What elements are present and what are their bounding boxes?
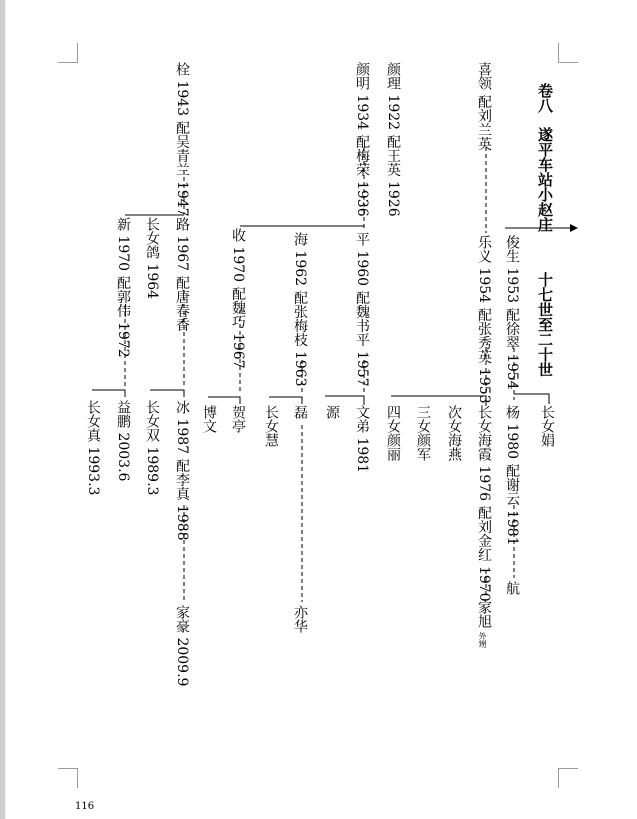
entry-yanli-girl: 四女颜丽 — [385, 405, 401, 461]
entry-yanjun: 三女颜军 — [415, 405, 431, 461]
place-title: 遂平车站小赵庄 — [536, 127, 554, 232]
entry-lu: 路 1967 配唐春香 — [174, 217, 190, 332]
entry-yanli: 颜理 1922 配王英 1926 — [385, 62, 401, 217]
entry-ge: 长女鸽 1964 — [144, 217, 160, 300]
entry-hai: 海 1962 配张梅枝 1963 — [292, 232, 308, 387]
entry-xin: 新 1970 配郭伟 1972 — [115, 217, 131, 358]
generations-title: 十七世至二十世 — [536, 272, 554, 377]
entry-juan: 长女娟 — [539, 405, 555, 447]
entry-yihua: 亦华 — [292, 605, 308, 633]
entry-junsheng: 俊生 1953 配徐翠 1954 — [504, 235, 520, 390]
page-number: 116 — [75, 801, 95, 812]
entry-shuan: 栓 1943 配吴青兰 1947 — [174, 62, 190, 217]
entry-hui: 长女慧 — [263, 405, 279, 447]
entry-zhen: 长女真 1993.3 — [85, 400, 101, 496]
entry-lei: 磊 — [292, 405, 308, 419]
entry-yanming: 颜明 1934 配梅荣 1936 — [354, 62, 370, 217]
entry-ping: 平 1960 配魏书平 1957 — [354, 232, 370, 387]
entry-heting: 贺亭 — [230, 405, 246, 433]
entry-wendi: 文弟 1981 — [354, 405, 370, 474]
entry-yuan: 源 — [324, 405, 340, 419]
entry-hang: 航 — [504, 581, 520, 595]
entry-shou: 收 1970 配魏巧 1967 — [230, 228, 246, 369]
entry-jiahao: 家豪 2009.9 — [174, 605, 190, 687]
entry-jiaxu: 家旭 — [476, 600, 492, 628]
entry-bowen: 博文 — [201, 405, 217, 433]
entry-jiaxu-note: 外甥 — [478, 632, 487, 648]
entry-leyi: 乐义 1954 配张秀英 1953 — [476, 235, 492, 404]
entry-haiyan: 次女海燕 — [446, 405, 462, 461]
entry-bing: 冰 1987 配李真 1988 — [174, 400, 190, 541]
entry-haixia: 长女海霞 1976 配刘金红 1970 — [476, 405, 492, 602]
volume-title: 卷八 — [536, 83, 554, 113]
entry-shuang: 长女双 1989.3 — [144, 400, 160, 496]
entry-yipeng: 益鹏 2003.6 — [115, 400, 131, 482]
entry-xiling: 喜领 配刘兰英 — [476, 62, 492, 151]
entry-yang: 杨 1980 配谢云 1981 — [504, 405, 520, 546]
